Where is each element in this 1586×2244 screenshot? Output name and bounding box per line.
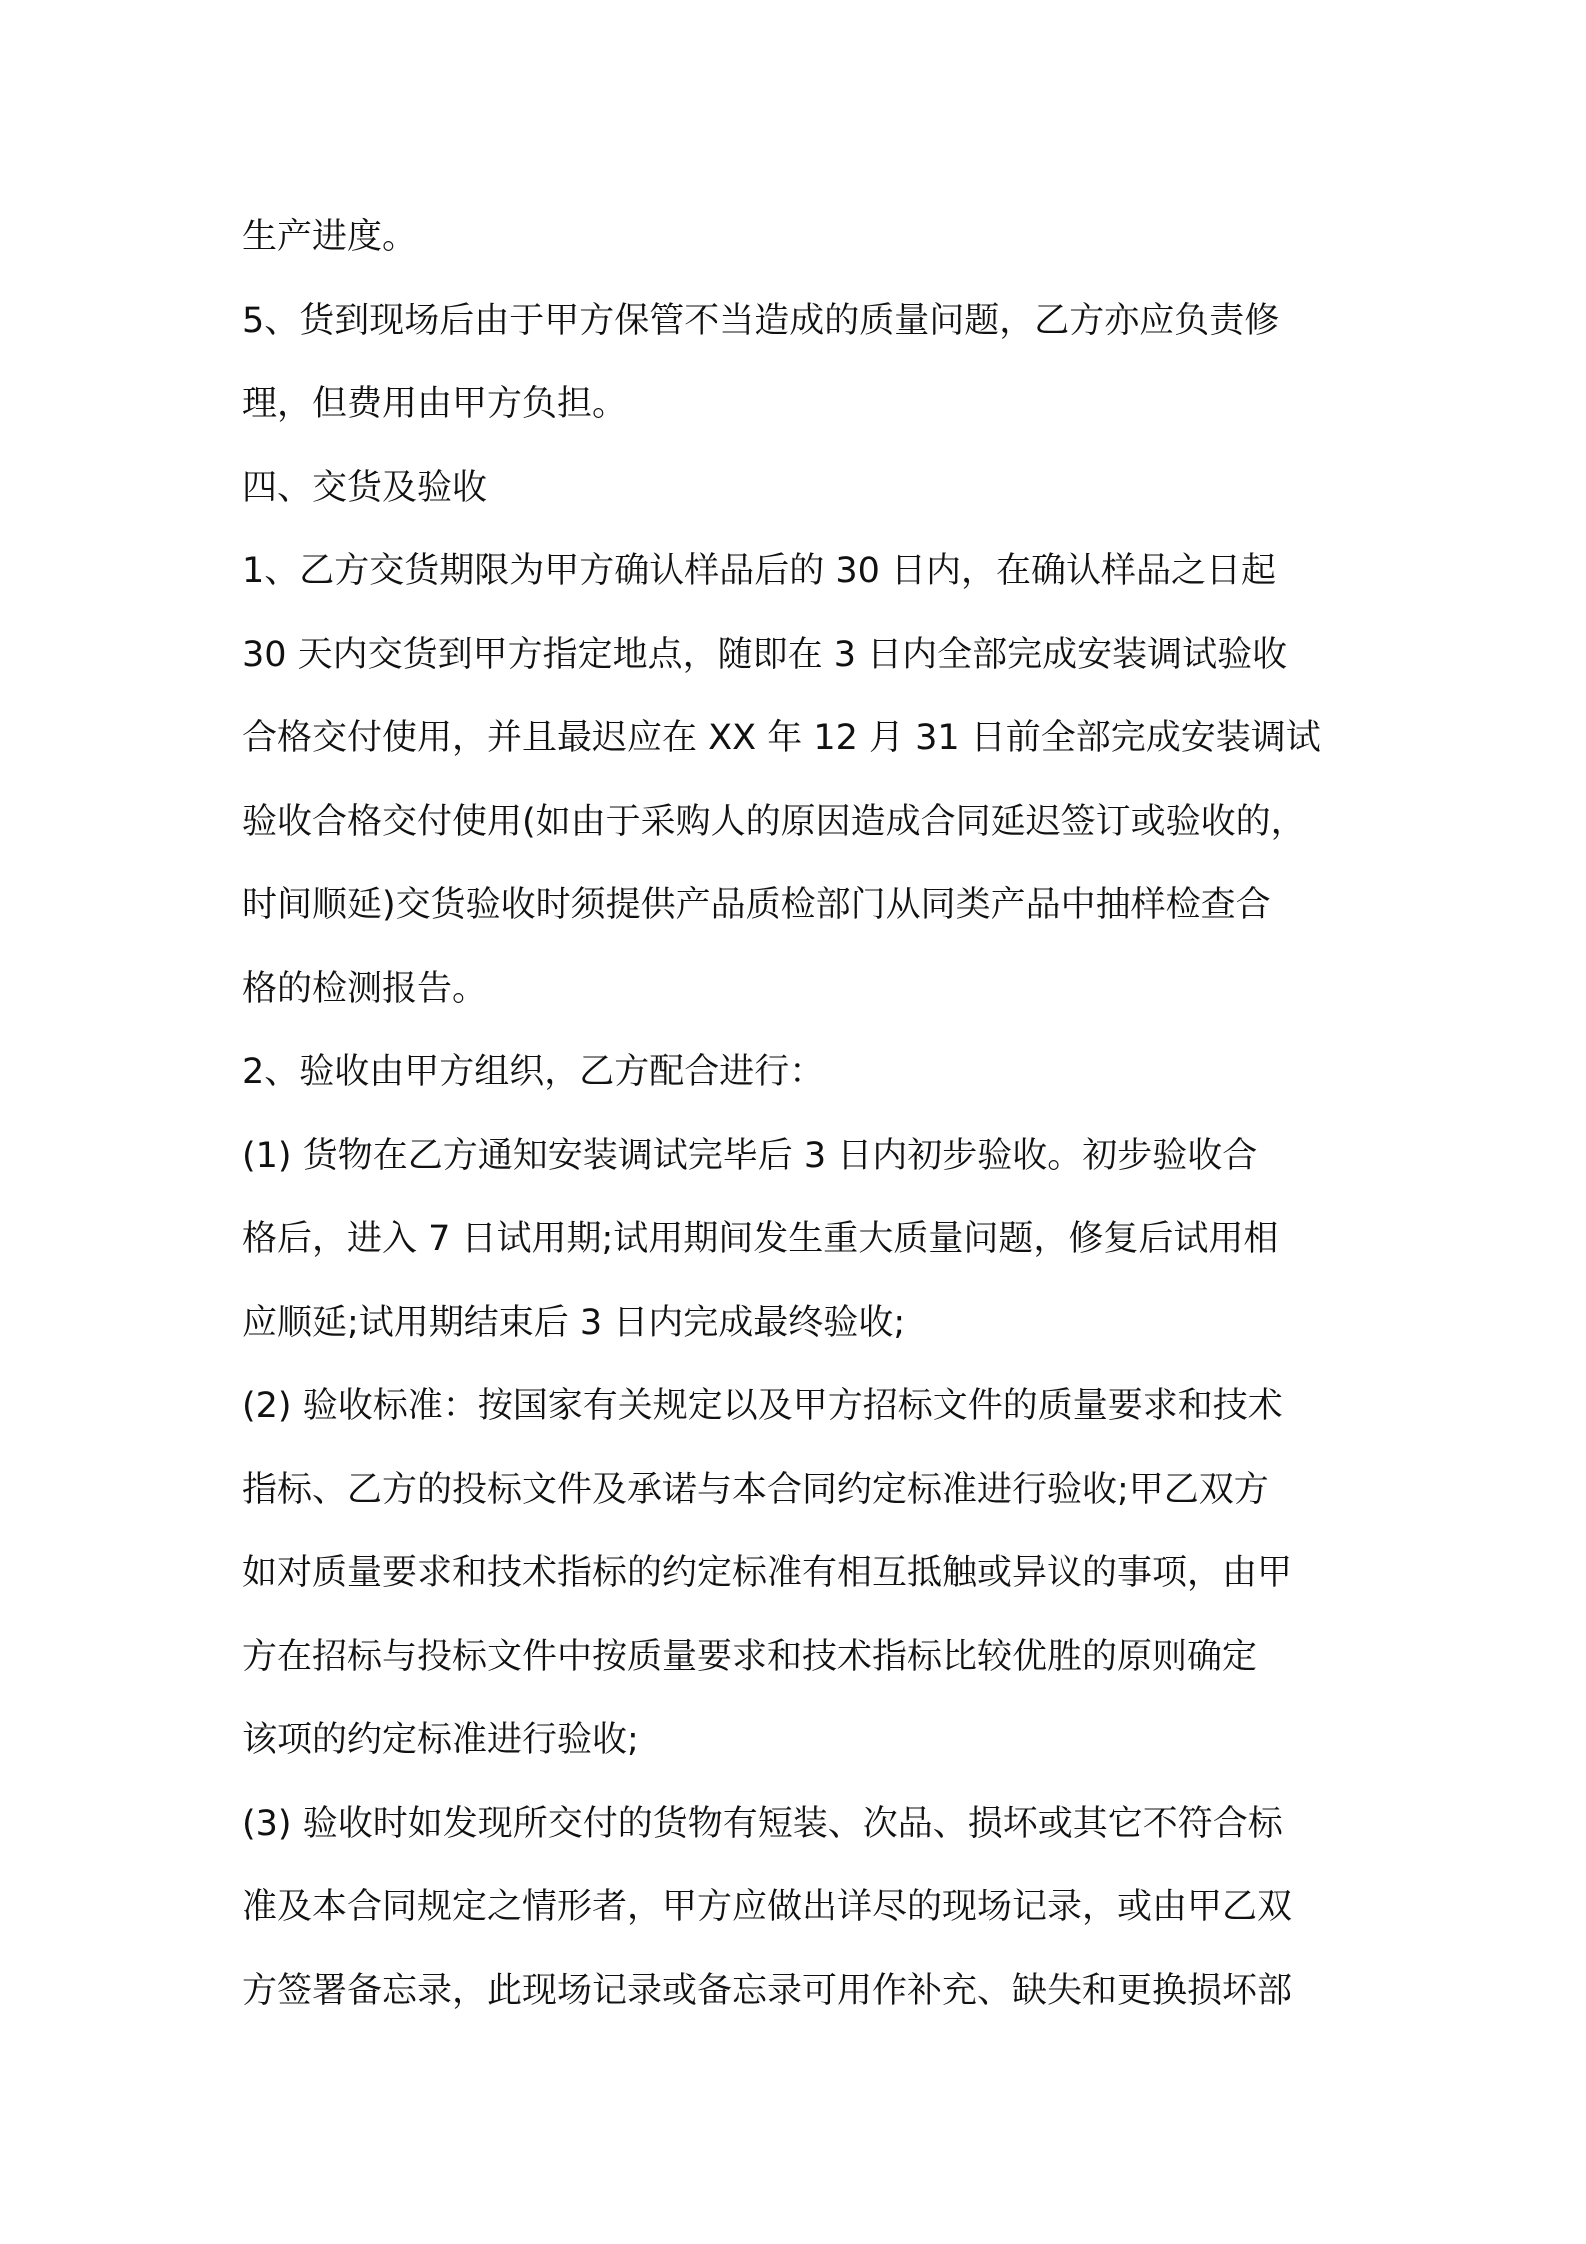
- text-line: (3) 验收时如发现所交付的货物有短装、次品、损坏或其它不符合标: [242, 1803, 1283, 1844]
- text-line: 2、验收由甲方组织，乙方配合进行：: [242, 1052, 825, 1092]
- text-line: 合格交付使用，并且最迟应在 XX 年 12 月 31 日前全部完成安装调试: [242, 718, 1321, 758]
- text-line: (2) 验收标准：按国家有关规定以及甲方招标文件的质量要求和技术: [242, 1386, 1283, 1426]
- text-line: 该项的约定标准进行验收;: [242, 1720, 639, 1760]
- text-line: 理，但费用由甲方负担。: [242, 384, 628, 424]
- text-line: 格的检测报告。: [242, 968, 488, 1009]
- section-heading: 四、交货及验收: [242, 467, 488, 508]
- text-line: 应顺延;试用期结束后 3 日内完成最终验收;: [242, 1302, 906, 1343]
- text-line: 指标、乙方的投标文件及承诺与本合同约定标准进行验收;甲乙双方: [242, 1469, 1269, 1510]
- text-line: 方在招标与投标文件中按质量要求和技术指标比较优胜的原则确定: [242, 1636, 1258, 1677]
- text-line: 准及本合同规定之情形者，甲方应做出详尽的现场记录，或由甲乙双: [242, 1887, 1293, 1927]
- text-line: 方签署备忘录，此现场记录或备忘录可用作补充、缺失和更换损坏部: [242, 1970, 1293, 2011]
- text-line: 如对质量要求和技术指标的约定标准有相互抵触或异议的事项，由甲: [242, 1553, 1293, 1593]
- text-line: 30 天内交货到甲方指定地点，随即在 3 日内全部完成安装调试验收: [242, 634, 1288, 675]
- text-line: (1) 货物在乙方通知安装调试完毕后 3 日内初步验收。初步验收合: [242, 1135, 1258, 1176]
- text-line: 时间顺延)交货验收时须提供产品质检部门从同类产品中抽样检查合: [242, 885, 1271, 925]
- text-line: 验收合格交付使用(如由于采购人的原因造成合同延迟签订或验收的，: [242, 801, 1306, 842]
- text-line: 1、乙方交货期限为甲方确认样品后的 30 日内，在确认样品之日起: [242, 551, 1277, 591]
- text-line: 生产进度。: [242, 217, 418, 257]
- text-line: 格后，进入 7 日试用期;试用期间发生重大质量问题，修复后试用相: [242, 1219, 1279, 1259]
- text-line: 5、货到现场后由于甲方保管不当造成的质量问题，乙方亦应负责修: [242, 300, 1280, 341]
- document-body: [242, 196, 1362, 2033]
